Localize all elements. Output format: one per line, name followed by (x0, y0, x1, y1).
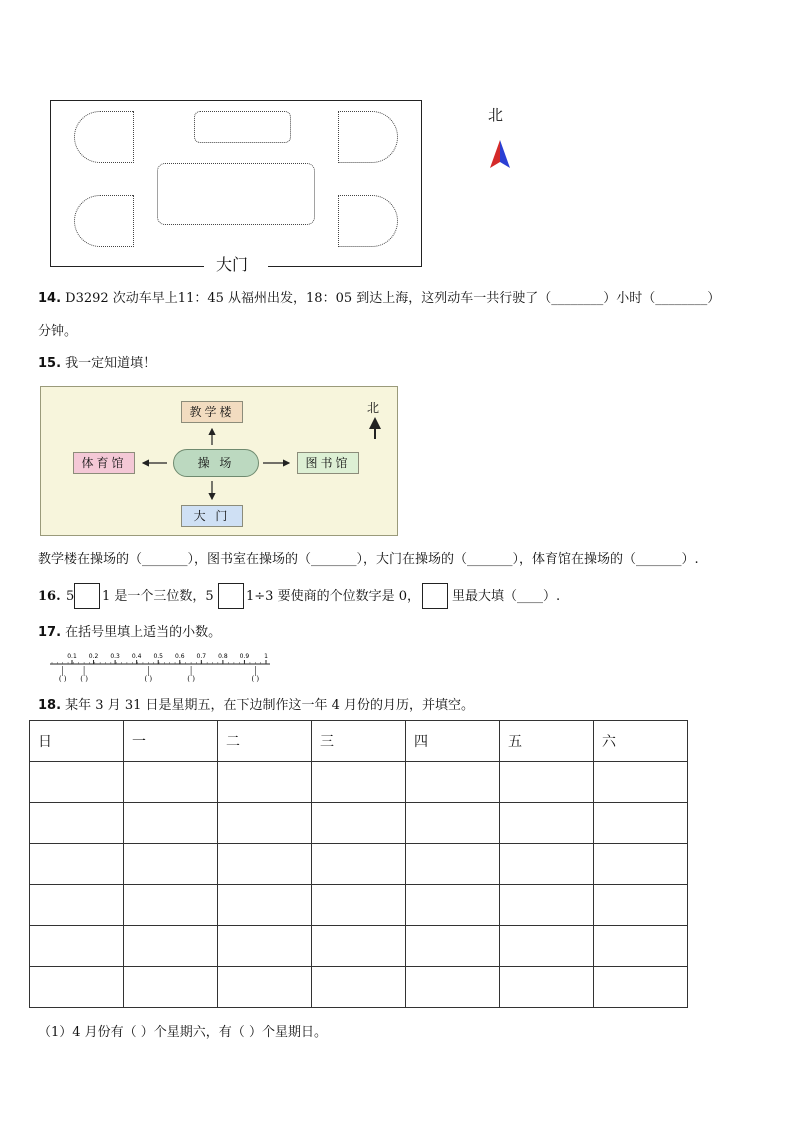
calendar-cell[interactable] (500, 844, 594, 885)
number-line-label: 0.3 (110, 653, 120, 660)
q14-line1 (38, 290, 720, 308)
calendar-cell[interactable] (406, 885, 500, 926)
q16-part2: 1 是一个三位数，5 (102, 589, 214, 604)
number-line-label: 0.5 (153, 653, 163, 660)
school-layout-map (50, 100, 422, 267)
number-line-label: 1 (264, 653, 268, 660)
area-right-bottom (338, 195, 398, 247)
q16-box-1[interactable] (74, 583, 100, 609)
calendar-cell[interactable] (218, 926, 312, 967)
q15-title: 我一定知道填！ (65, 356, 157, 371)
north-arrow-icon (489, 138, 511, 174)
number-line-label: 0.4 (131, 653, 142, 660)
calendar-week-row (30, 926, 688, 967)
q18-line (38, 697, 474, 715)
calendar-cell[interactable] (218, 762, 312, 803)
answer-paren[interactable]: ( ) (144, 675, 153, 683)
calendar-cell[interactable] (406, 762, 500, 803)
calendar-cell[interactable] (218, 967, 312, 1008)
arrows-layer (41, 387, 399, 537)
gym-box: 体育馆 (73, 452, 135, 474)
number-line (44, 650, 274, 686)
number-line-label: 0.8 (218, 653, 228, 660)
calendar-cell[interactable] (312, 803, 406, 844)
april-calendar (29, 720, 688, 1008)
library-box: 图书馆 (297, 452, 359, 474)
q17-text: 在括号里填上适当的小数。 (65, 625, 222, 640)
calendar-cell[interactable] (594, 762, 688, 803)
calendar-cell[interactable] (594, 803, 688, 844)
calendar-cell[interactable] (218, 844, 312, 885)
calendar-header-row (30, 721, 688, 762)
calendar-cell[interactable] (30, 844, 124, 885)
answer-paren[interactable]: ( ) (80, 675, 88, 683)
header-tue: 二 (218, 721, 312, 762)
q16-part1: 5 (66, 589, 75, 604)
q18-text: 某年 3 月 31 日是星期五，在下边制作这一年 4 月份的月历，并填空。 (65, 698, 475, 713)
number-line-label: 0.1 (67, 653, 77, 660)
q16-box-2[interactable] (218, 583, 244, 609)
calendar-cell[interactable] (30, 967, 124, 1008)
answer-paren[interactable]: ( ) (58, 675, 67, 683)
q17-line (38, 624, 221, 642)
campus-direction-map (40, 386, 398, 536)
answer-paren[interactable]: ( ) (251, 675, 260, 683)
number-line-label: 0.2 (88, 653, 99, 660)
calendar-cell[interactable] (124, 803, 218, 844)
calendar-cell[interactable] (30, 762, 124, 803)
calendar-cell[interactable] (594, 844, 688, 885)
calendar-cell[interactable] (30, 803, 124, 844)
calendar-cell[interactable] (500, 885, 594, 926)
calendar-cell[interactable] (500, 926, 594, 967)
calendar-cell[interactable] (30, 926, 124, 967)
calendar-week-row (30, 762, 688, 803)
calendar-cell[interactable] (124, 885, 218, 926)
calendar-cell[interactable] (500, 803, 594, 844)
calendar-cell[interactable] (500, 762, 594, 803)
calendar-week-row (30, 967, 688, 1008)
calendar-cell[interactable] (218, 885, 312, 926)
q15-answer-line: 教学楼在操场的（_______），图书室在操场的（_______），大门在操场的（_______），体育馆在操场的（_______）. (38, 552, 699, 567)
header-sat: 六 (594, 721, 688, 762)
number-line-label: 0.9 (239, 653, 250, 660)
q18-sub1: （1）4 月份有（ ）个星期六，有（ ）个星期日。 (38, 1025, 327, 1040)
number-line-label: 0.6 (175, 653, 185, 660)
calendar-week-row (30, 844, 688, 885)
q16-part4: 里最大填（____）. (452, 589, 561, 604)
calendar-week-row (30, 885, 688, 926)
header-wed: 三 (312, 721, 406, 762)
calendar-cell[interactable] (594, 926, 688, 967)
header-mon: 一 (124, 721, 218, 762)
gate-box: 大 门 (181, 505, 243, 527)
calendar-cell[interactable] (312, 844, 406, 885)
q16-part3: 1÷3 要使商的个位数字是 0， (246, 589, 420, 604)
q17-number: 17. (38, 625, 62, 640)
calendar-cell[interactable] (406, 926, 500, 967)
q16-number: 16. (38, 589, 61, 604)
area-top-center (194, 111, 291, 143)
area-left-bottom (74, 195, 134, 247)
number-line-label: 0.7 (196, 653, 207, 660)
calendar-week-row (30, 803, 688, 844)
gate-label: 大门 (216, 255, 249, 274)
q15-title-line (38, 355, 156, 373)
q14-text-1: D3292 次动车早上11：45 从福州出发，18：05 到达上海，这列动车一共行驶了（________）小时（________） (65, 291, 721, 306)
calendar-cell[interactable] (124, 844, 218, 885)
q14-number: 14. (38, 291, 62, 306)
north-label: 北 (488, 106, 504, 124)
calendar-cell[interactable] (124, 967, 218, 1008)
q15-number: 15. (38, 356, 62, 371)
area-center (157, 163, 315, 225)
calendar-cell[interactable] (218, 803, 312, 844)
playground-box: 操 场 (173, 449, 259, 477)
calendar-cell[interactable] (312, 885, 406, 926)
calendar-cell[interactable] (124, 762, 218, 803)
q18-number: 18. (38, 698, 62, 713)
header-sun: 日 (30, 721, 124, 762)
calendar-cell[interactable] (312, 926, 406, 967)
teaching-building-box: 教学楼 (181, 401, 243, 423)
calendar-cell[interactable] (312, 967, 406, 1008)
calendar-cell[interactable] (594, 885, 688, 926)
area-left-top (74, 111, 134, 163)
area-right-top (338, 111, 398, 163)
calendar-cell[interactable] (406, 844, 500, 885)
calendar-cell[interactable] (500, 967, 594, 1008)
calendar-cell[interactable] (30, 885, 124, 926)
q14-line2: 分钟。 (38, 324, 78, 339)
calendar-cell[interactable] (124, 926, 218, 967)
header-thu: 四 (406, 721, 500, 762)
calendar-cell[interactable] (312, 762, 406, 803)
header-fri: 五 (500, 721, 594, 762)
q16-box-3[interactable] (422, 583, 448, 609)
calendar-cell[interactable] (594, 967, 688, 1008)
calendar-cell[interactable] (406, 967, 500, 1008)
answer-paren[interactable]: ( ) (187, 675, 195, 683)
calendar-cell[interactable] (406, 803, 500, 844)
north-label-small: 北 (367, 401, 380, 415)
